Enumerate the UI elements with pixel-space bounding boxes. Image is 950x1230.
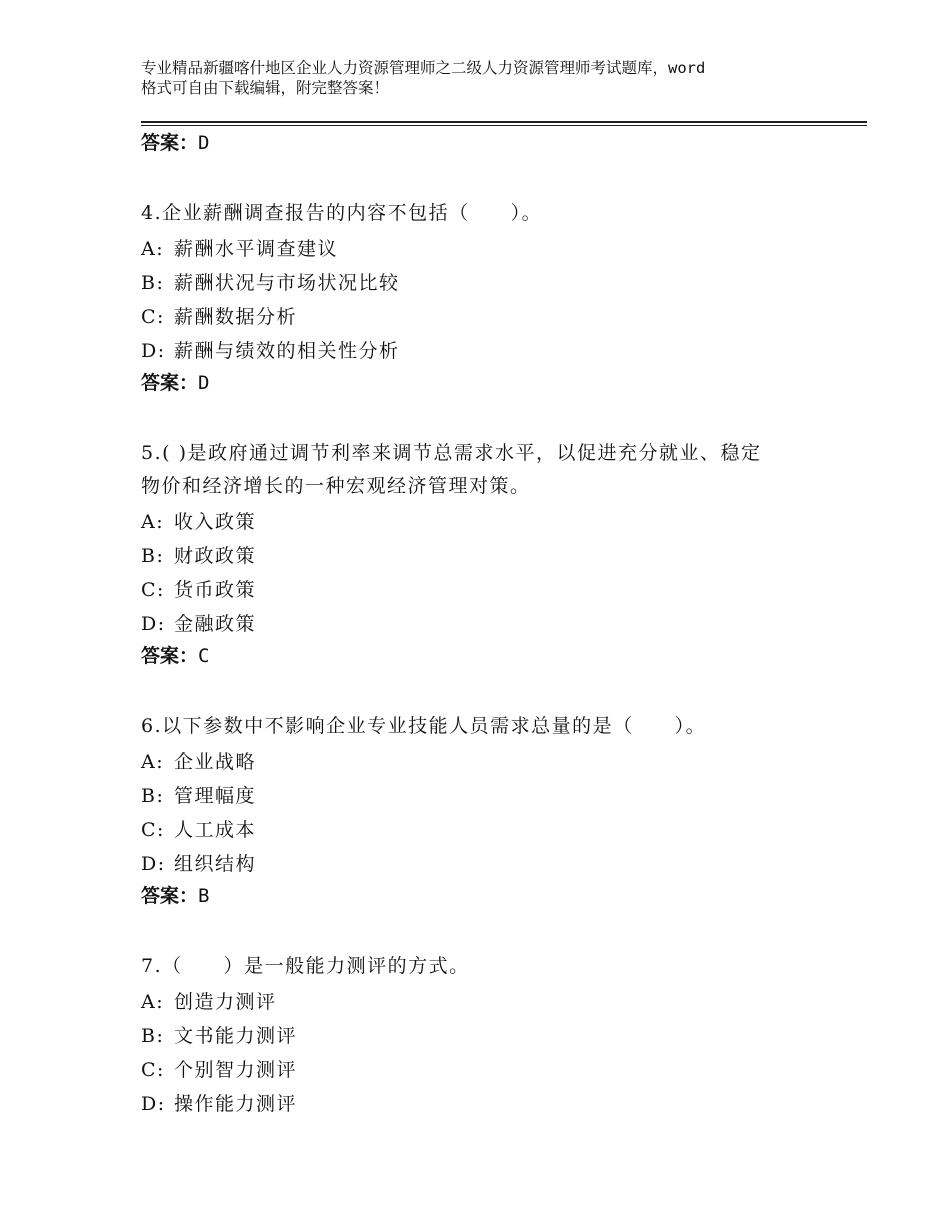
option-c	[141, 1053, 841, 1087]
question-text	[141, 437, 841, 503]
option-d	[141, 1087, 841, 1121]
header-divider-thick	[141, 121, 867, 123]
option-c	[141, 300, 841, 334]
option-letter: A:	[141, 991, 165, 1013]
answer-value: D	[198, 372, 210, 394]
question-text-line-1: 5.( )是政府通过调节利率来调节总需求水平，以促进充分就业、稳定	[141, 442, 762, 464]
option-d	[141, 334, 841, 368]
header-line-2: 格式可自由下载编辑，附完整答案！	[141, 79, 390, 97]
question-5	[141, 437, 841, 672]
option-letter: A:	[141, 751, 165, 773]
question-text: 6.以下参数中不影响企业专业技能人员需求总量的是（ ）。	[141, 715, 707, 737]
answer-line	[141, 128, 841, 159]
option-letter: A:	[141, 238, 165, 260]
option-a	[141, 505, 841, 539]
option-c	[141, 813, 841, 847]
option-letter: D:	[141, 1093, 166, 1115]
header-divider-thin	[141, 125, 867, 126]
option-b	[141, 779, 841, 813]
option-letter: B:	[141, 1025, 165, 1047]
option-text: 货币政策	[174, 579, 257, 601]
option-letter: D:	[141, 853, 166, 875]
option-a	[141, 985, 841, 1019]
header-line-1: 专业精品新疆喀什地区企业人力资源管理师之二级人力资源管理师考试题库，word	[141, 59, 706, 77]
option-letter: C:	[141, 819, 165, 841]
question-7	[141, 950, 841, 1121]
option-text: 薪酬数据分析	[174, 306, 298, 328]
option-b	[141, 539, 841, 573]
option-letter: D:	[141, 340, 166, 362]
question-4	[141, 197, 841, 399]
option-a	[141, 745, 841, 779]
option-d	[141, 607, 841, 641]
option-text: 人工成本	[174, 819, 257, 841]
option-text: 管理幅度	[174, 785, 257, 807]
option-d	[141, 847, 841, 881]
option-text: 组织结构	[174, 853, 257, 875]
option-text: 个别智力测评	[174, 1059, 298, 1081]
answer-label: 答案：	[141, 372, 199, 394]
option-b	[141, 1019, 841, 1053]
option-b	[141, 266, 841, 300]
option-text: 收入政策	[174, 511, 257, 533]
answer-label: 答案：	[141, 132, 199, 154]
answer-value: B	[198, 885, 210, 907]
option-letter: C:	[141, 1059, 165, 1081]
option-letter: C:	[141, 579, 165, 601]
question-text: 4.企业薪酬调查报告的内容不包括（ ）。	[141, 202, 543, 224]
option-text: 创造力测评	[174, 991, 277, 1013]
option-text: 薪酬与绩效的相关性分析	[174, 340, 400, 362]
option-text: 薪酬水平调查建议	[174, 238, 339, 260]
answer-line	[141, 641, 841, 672]
question-list	[141, 128, 841, 1121]
answer-line	[141, 368, 841, 399]
option-letter: B:	[141, 785, 165, 807]
option-text: 文书能力测评	[174, 1025, 298, 1047]
document-header	[141, 58, 841, 98]
question-text-line-2: 物价和经济增长的一种宏观经济管理对策。	[141, 475, 531, 497]
option-text: 企业战略	[174, 751, 257, 773]
answer-value: D	[198, 132, 210, 154]
answer-line	[141, 881, 841, 912]
option-letter: D:	[141, 613, 166, 635]
option-letter: A:	[141, 511, 165, 533]
option-a	[141, 232, 841, 266]
option-text: 金融政策	[174, 613, 257, 635]
answer-label: 答案：	[141, 645, 199, 667]
answer-label: 答案：	[141, 885, 199, 907]
option-text: 财政政策	[174, 545, 257, 567]
option-c	[141, 573, 841, 607]
question-text: 7.（ ）是一般能力测评的方式。	[141, 955, 470, 977]
option-letter: C:	[141, 306, 165, 328]
option-letter: B:	[141, 272, 165, 294]
option-letter: B:	[141, 545, 165, 567]
question-6	[141, 710, 841, 912]
option-text: 薪酬状况与市场状况比较	[174, 272, 400, 294]
option-text: 操作能力测评	[174, 1093, 298, 1115]
answer-value: C	[198, 645, 210, 667]
